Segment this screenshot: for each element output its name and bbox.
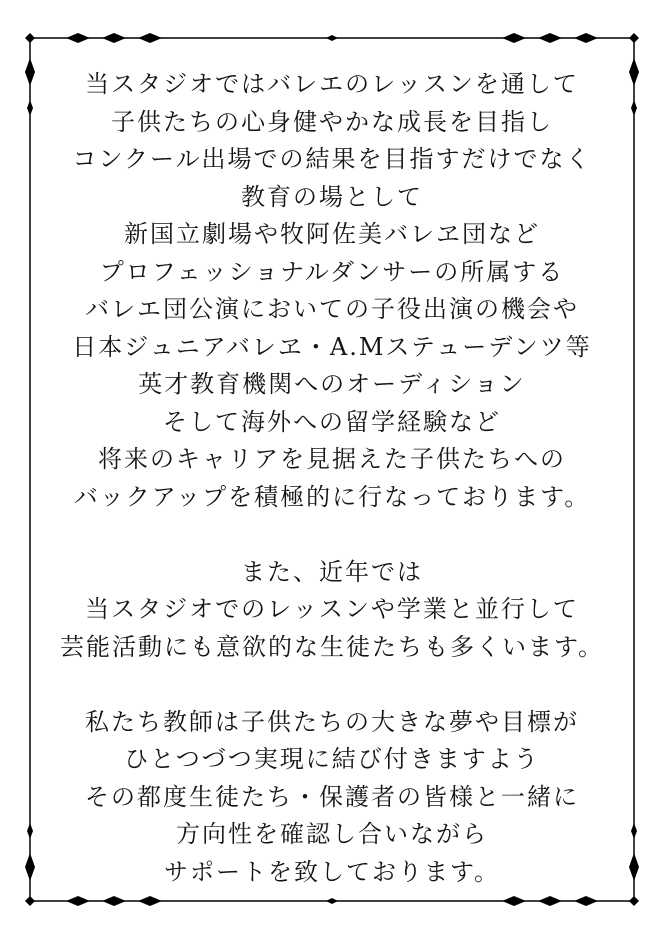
text-line: サポートを致しております。	[163, 857, 501, 886]
diamond-ornament	[326, 898, 338, 904]
diamond-ornament	[25, 33, 35, 43]
diamond-ornament	[66, 33, 90, 43]
diamond-ornament	[574, 896, 598, 906]
diamond-ornament	[102, 33, 126, 43]
text-line: ひとつづつ実現に結び付きますよう	[124, 745, 540, 773]
diamond-ornament	[538, 896, 562, 906]
text-line: バックアップを積極的に行なっております。	[73, 482, 591, 511]
diamond-ornament	[138, 896, 162, 906]
text-line: プロフェッショナルダンサーの所属する	[99, 257, 565, 286]
text-line: その都度生徒たち・保護者の皆様と一緒に	[85, 782, 579, 811]
diamond-ornament	[538, 33, 562, 43]
text-line: 教育の場として	[241, 182, 423, 211]
diamond-ornament	[102, 896, 126, 906]
diamond-ornament	[66, 896, 90, 906]
text-line: 私たち教師は子供たちの大きな夢や目標が	[85, 707, 579, 736]
text-line: 当スタジオでのレッスンや学業と並行して	[85, 595, 579, 623]
diamond-ornament	[629, 33, 639, 43]
text-line: 芸能活動にも意欲的な生徒たちも多くいます。	[59, 632, 605, 661]
paragraph-3	[30, 704, 634, 892]
text-line: 英才教育機関へのオーディション	[138, 370, 526, 398]
text-line: バレエ団公演においての子役出演の機会や	[85, 295, 579, 323]
diamond-ornament	[138, 33, 162, 43]
text-line: 子供たちの心身健やかな成長を目指し	[111, 107, 553, 136]
text-line: 方向性を確認し合いながら	[176, 820, 488, 848]
text-line: 新国立劇場や牧阿佐美バレヱ団など	[124, 220, 540, 248]
paragraph-1	[30, 66, 634, 516]
text-line: また、近年では	[241, 557, 423, 586]
paragraph-spacer	[30, 666, 634, 704]
diamond-ornament	[502, 33, 526, 43]
diamond-ornament	[502, 896, 526, 906]
diamond-ornament	[25, 896, 35, 906]
diamond-ornament	[629, 896, 639, 906]
diamond-ornament	[574, 33, 598, 43]
paragraph-2	[30, 554, 634, 667]
text-line: 将来のキャリアを見据えた子供たちへの	[98, 445, 566, 473]
text-line: コンクール出場での結果を目指すだけでなく	[72, 145, 592, 173]
text-line: 当スタジオではバレエのレッスンを通して	[85, 70, 579, 98]
diamond-ornament	[326, 35, 338, 41]
text-line: そして海外への留学経験など	[163, 407, 501, 436]
text-line: 日本ジュニアバレヱ・A.Mステューデンツ等	[72, 332, 592, 361]
body-text	[30, 66, 634, 891]
paragraph-spacer	[30, 516, 634, 554]
